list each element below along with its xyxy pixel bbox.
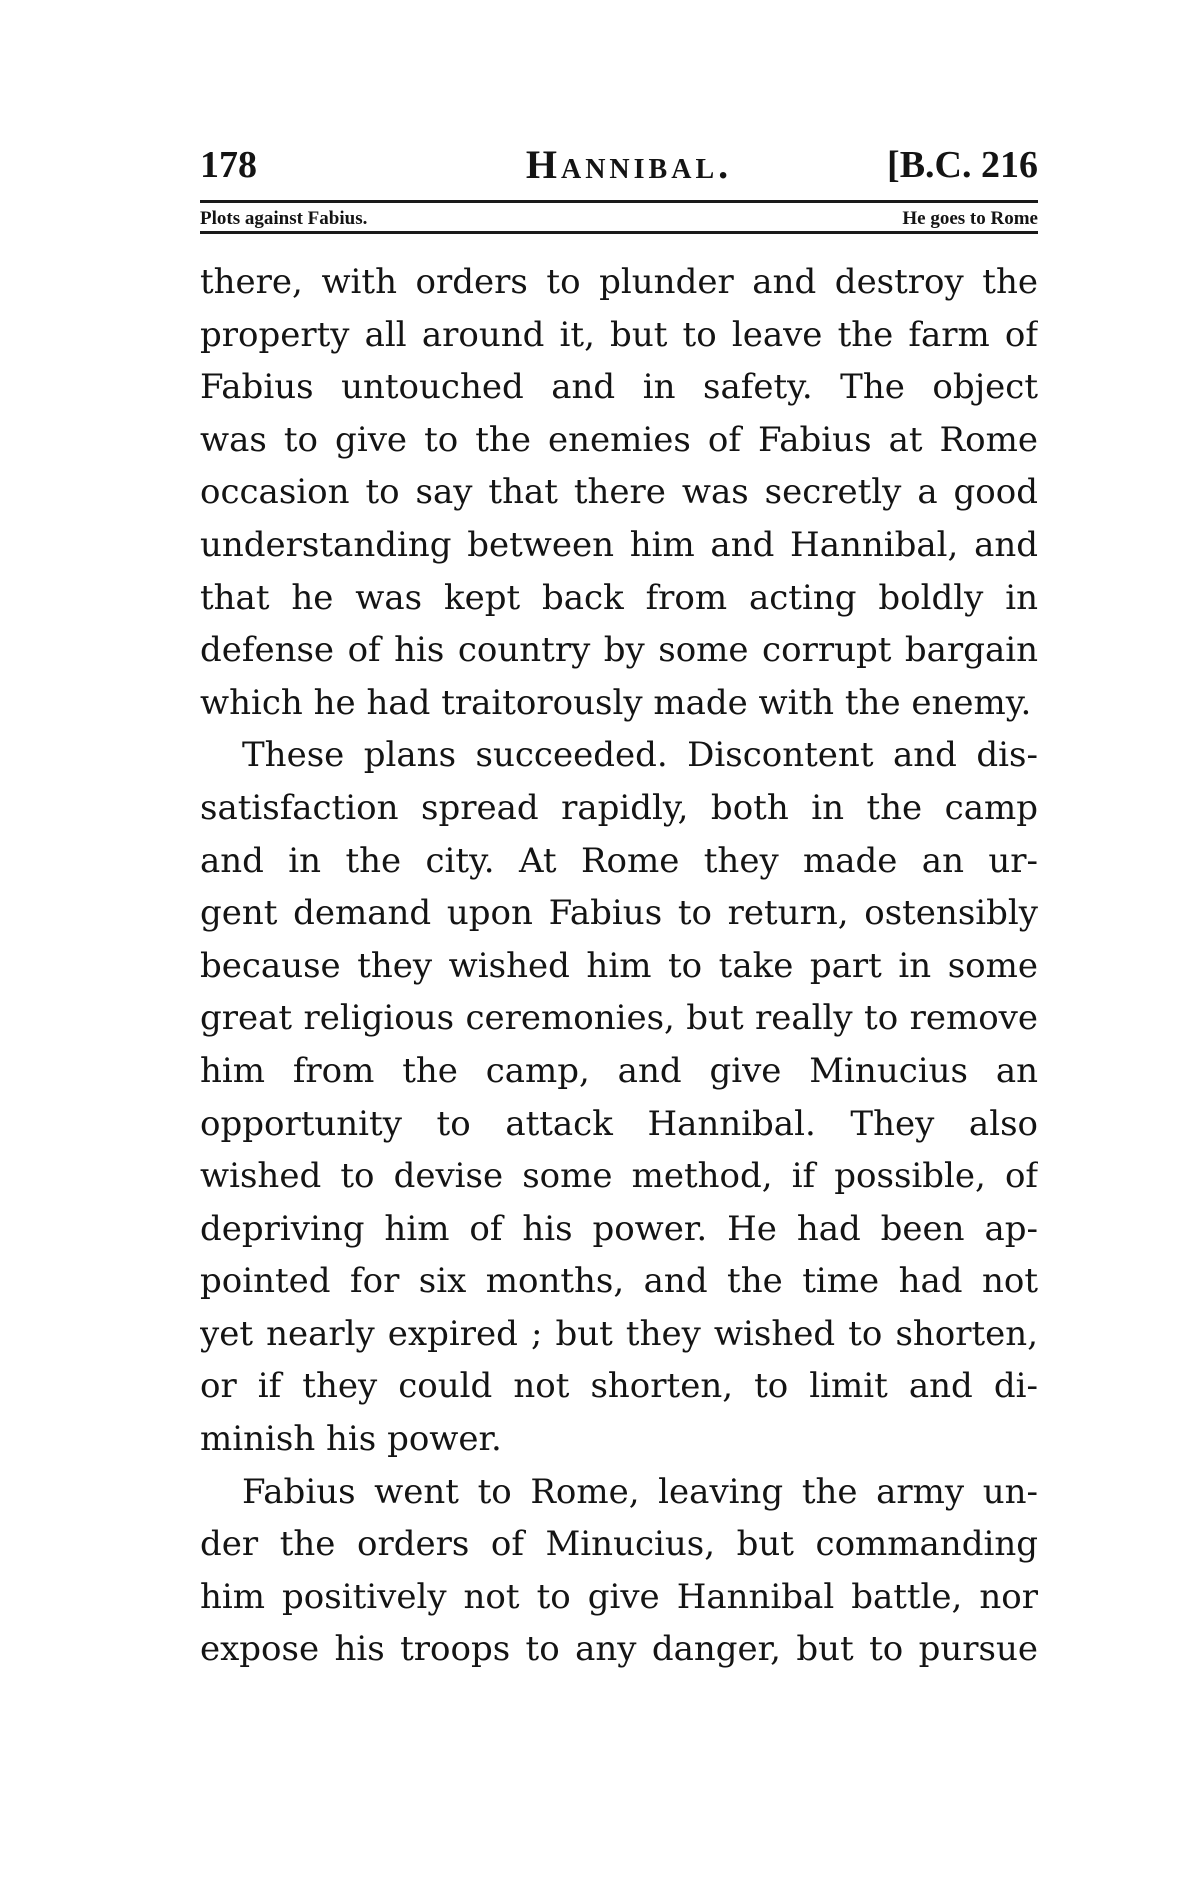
book-page <box>200 140 1038 1676</box>
text-line: Fabius untouched and in safety. The object <box>200 367 1038 408</box>
text-line: there, with orders to plunder and destroy the <box>200 262 1038 302</box>
text-line: or if they could not shorten, to limit and di- <box>200 1366 1038 1407</box>
text-line: These plans succeeded. Discontent and dis- <box>242 735 1038 776</box>
text-line: defense of his country by some corrupt bargain <box>200 630 1038 671</box>
text-line: occasion to say that there was secretly a good <box>200 472 1038 513</box>
text-line: Fabius went to Rome, leaving the army un- <box>242 1471 1038 1512</box>
text-line: him positively not to give Hannibal battle, nor <box>200 1576 1038 1617</box>
text-line: understanding between him and Hannibal, and <box>200 524 1038 565</box>
shoulder-notes <box>200 200 1038 234</box>
text-line: property all around it, but to leave the farm of <box>200 314 1038 355</box>
text-line: yet nearly expired ; but they wished to shorten, <box>200 1313 1038 1354</box>
text-line: wished to devise some method, if possible, of <box>200 1156 1038 1197</box>
text-line: depriving him of his power. He had been ap- <box>200 1208 1038 1249</box>
shoulder-note-left: Plots against Fabius. <box>200 208 368 229</box>
text-line: because they wished him to take part in some <box>200 945 1038 986</box>
text-line: der the orders of Minucius, but commanding <box>200 1524 1038 1565</box>
text-line: minish his power. <box>200 1419 502 1460</box>
text-line: expose his troops to any danger, but to pursue <box>200 1629 1038 1670</box>
text-line: which he had traitorously made with the enemy. <box>200 682 1032 723</box>
page-number: 178 <box>200 144 257 186</box>
page-header <box>200 140 1038 190</box>
date-reference: [B.C. 216 <box>887 144 1038 186</box>
text-line: was to give to the enemies of Fabius at Rome <box>200 419 1038 460</box>
text-line: gent demand upon Fabius to return, ostensibly <box>200 893 1038 934</box>
text-line: and in the city. At Rome they made an ur- <box>200 840 1038 881</box>
body-text <box>200 256 1038 1676</box>
running-title: Hannibal. <box>525 142 733 187</box>
text-line: great religious ceremonies, but really to remove <box>200 998 1038 1039</box>
text-line: that he was kept back from acting boldly in <box>200 577 1038 618</box>
text-line: opportunity to attack Hannibal. They also <box>200 1103 1038 1144</box>
shoulder-note-right: He goes to Rome <box>902 208 1038 229</box>
text-line: him from the camp, and give Minucius an <box>200 1050 1038 1091</box>
text-line: satisfaction spread rapidly, both in the camp <box>200 787 1038 828</box>
text-line: pointed for six months, and the time had not <box>200 1261 1038 1302</box>
